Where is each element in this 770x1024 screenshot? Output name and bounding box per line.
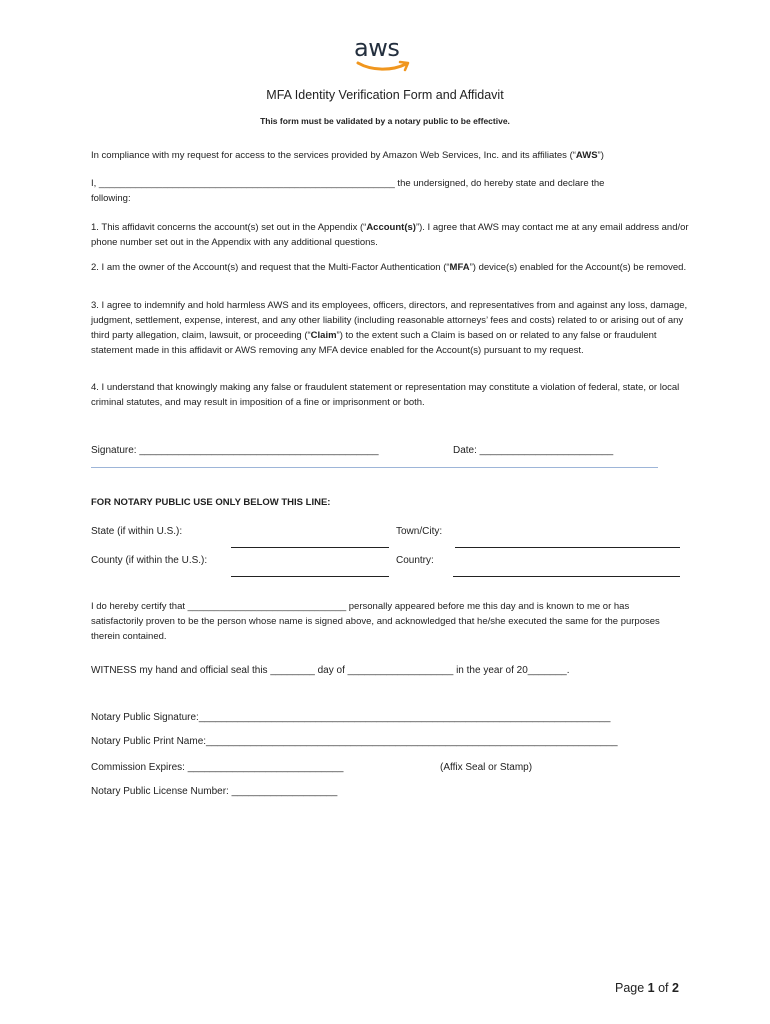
date-field[interactable]: Date: ________________________ — [453, 445, 614, 456]
affix-seal-label: (Affix Seal or Stamp) — [440, 762, 533, 773]
country-label: Country: — [396, 555, 434, 566]
signature-field[interactable]: Signature: ___________________________________________ — [91, 445, 379, 456]
aws-logo — [354, 36, 414, 76]
intro-text-end: ”) — [597, 150, 604, 161]
notary-signature-field[interactable]: Notary Public Signature:__________________________________________________________________________ — [91, 712, 611, 723]
aws-logo-text: aws — [354, 34, 400, 62]
certify-paragraph: I do hereby certify that ______________________________ personally appeared before me this day and is known to me or has satisfactorily proven to be the person whose name is signed above, and acknowledged that he/she executed the same for the purposes therein contained. — [91, 601, 660, 642]
country-input-line[interactable] — [453, 576, 680, 577]
commission-expires-field[interactable]: Commission Expires: ____________________________ — [91, 762, 344, 773]
form-title: MFA Identity Verification Form and Affidavit — [266, 88, 504, 102]
notary-heading: FOR NOTARY PUBLIC USE ONLY BELOW THIS LINE: — [91, 497, 331, 508]
form-subtitle: This form must be validated by a notary public to be effective. — [260, 116, 510, 126]
clause-4: 4. I understand that knowingly making any false or fraudulent statement or representation may constitute a violation of federal, state, or local criminal statutes, and may result in imposition of a fine or imprisonment or both. — [91, 382, 680, 408]
declaration-paragraph — [91, 176, 691, 206]
separator-line — [91, 467, 658, 468]
declaration-line-1: I, ________________________________________________________ the undersigned, do hereby state and declare the — [91, 178, 605, 189]
intro-paragraph — [91, 148, 691, 163]
town-label: Town/City: — [396, 526, 443, 537]
license-number-field[interactable]: Notary Public License Number: ___________________ — [91, 786, 338, 797]
witness-line: WITNESS my hand and official seal this ________ day of ___________________ in the year of 20_______. — [91, 665, 570, 676]
notary-print-name-field[interactable]: Notary Public Print Name:__________________________________________________________________________ — [91, 736, 618, 747]
county-label: County (if within the U.S.): — [91, 555, 208, 566]
state-label: State (if within U.S.): — [91, 526, 183, 537]
page-number: Page 1 of 2 — [615, 981, 679, 995]
intro-bold: AWS — [575, 150, 598, 161]
town-input-line[interactable] — [455, 547, 680, 548]
clause-2: 2. I am the owner of the Account(s) and request that the Multi-Factor Authentication (“MFA”) device(s) enabled for the Account(s) be removed. — [91, 262, 687, 273]
intro-text: In compliance with my request for access to the services provided by Amazon Web Services, Inc. and its affiliates (“ — [91, 150, 576, 161]
clause-1: 1. This affidavit concerns the account(s) set out in the Appendix (“Account(s)”). I agree that AWS may contact me at any email address and/or phone number set out in the Appendix with any additional questions. — [91, 222, 689, 248]
state-input-line[interactable] — [231, 547, 389, 548]
county-input-line[interactable] — [231, 576, 389, 577]
clause-3: 3. I agree to indemnify and hold harmless AWS and its employees, officers, directors, and representatives from and against any loss, damage, judgment, settlement, expense, interest, and any other liability (including reasonable attorneys’ fees and costs) related to or arising out of any third party allegation, claim, lawsuit, or proceeding (“Claim”) to the extent such a Claim is based on or related to any false or fraudulent statement made in this affidavit or AWS removing any MFA device enabled for the Account(s) pursuant to my request. — [91, 300, 688, 356]
aws-smile-icon — [356, 60, 412, 74]
declaration-line-2: following: — [91, 193, 131, 204]
